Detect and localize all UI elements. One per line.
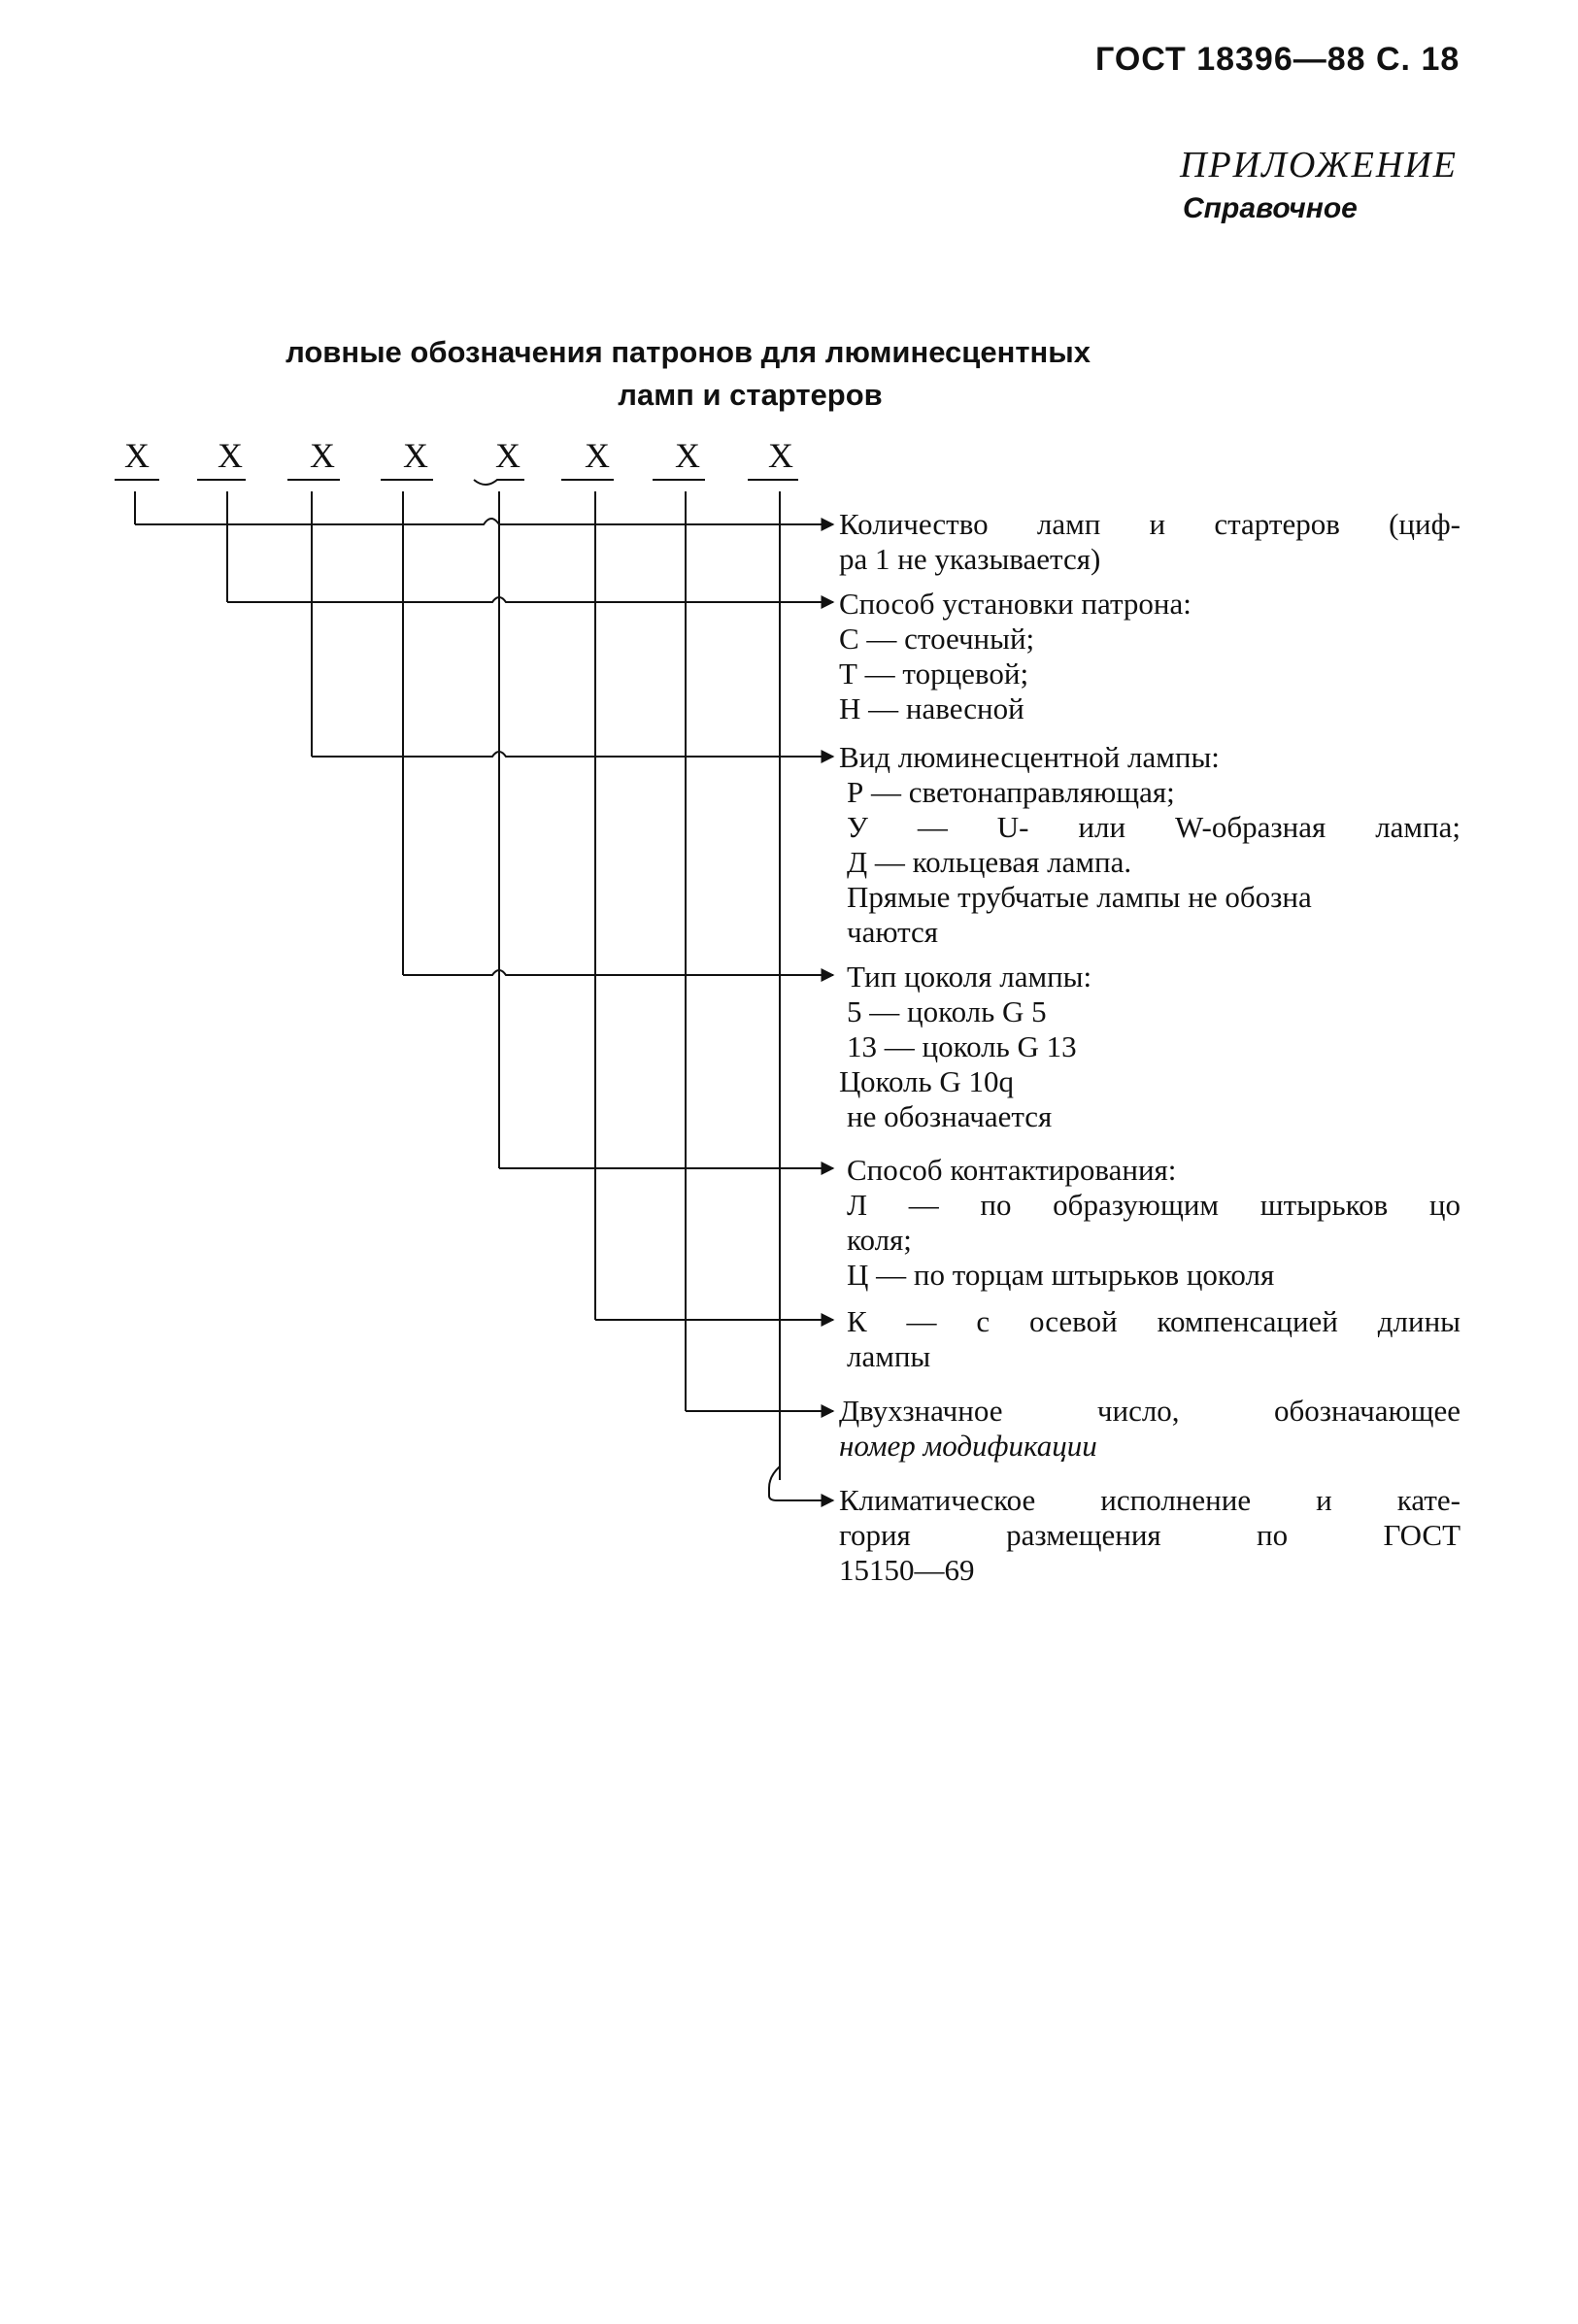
- connector-1: [135, 519, 833, 524]
- description-text: Способ установки патрона:: [839, 587, 1192, 621]
- diagram-title-line-2: ламп и стартеров: [618, 378, 883, 412]
- underline-5: [474, 480, 524, 485]
- description-text: чаются: [847, 915, 939, 949]
- description-text: Л — по образующим штырьков цо: [847, 1188, 1460, 1222]
- position-letter-4: X: [403, 436, 428, 475]
- description-text: лампы: [847, 1339, 931, 1373]
- description-text: Вид люминесцентной лампы:: [839, 740, 1220, 774]
- document-code-header: ГОСТ 18396—88 С. 18: [1095, 41, 1460, 78]
- description-text: У — U- или W-образная лампа;: [847, 810, 1460, 844]
- connector-8: [769, 1466, 833, 1500]
- description-count: [839, 507, 1460, 577]
- position-letter-1: X: [124, 436, 150, 475]
- description-text: Способ контактирования:: [847, 1153, 1177, 1187]
- description-text: Т — торцевой;: [839, 657, 1029, 690]
- position-letter-6: X: [585, 436, 610, 475]
- description-text: Н — навесной: [839, 691, 1024, 725]
- diagram-title-line-1: ловные обозначения патронов для люминесцентных: [285, 335, 1091, 369]
- appendix-type: Справочное: [1183, 192, 1358, 224]
- description-text: Р — светонаправляющая;: [847, 775, 1175, 809]
- description-mounting: [839, 587, 1460, 726]
- description-lamp-type: [839, 740, 1460, 950]
- position-letter-8: X: [768, 436, 793, 475]
- description-axial-compensation: [839, 1304, 1460, 1374]
- appendix-heading: ПРИЛОЖЕНИЕ: [1180, 145, 1458, 185]
- description-modification: [839, 1394, 1460, 1464]
- description-text: 13 — цоколь G 13: [847, 1029, 1077, 1063]
- position-letter-3: X: [310, 436, 335, 475]
- description-text: Цоколь G 10q: [839, 1064, 1015, 1098]
- connector-4: [403, 970, 833, 975]
- description-text: 15150—69: [839, 1553, 975, 1587]
- description-text: Ц — по торцам штырьков цоколя: [847, 1258, 1275, 1292]
- description-text: Количество ламп и стартеров (циф-: [839, 507, 1460, 541]
- description-text: С — стоечный;: [839, 622, 1035, 656]
- description-text: номер модификации: [839, 1429, 1097, 1463]
- connector-2: [227, 597, 833, 602]
- description-climatic: [839, 1483, 1460, 1588]
- description-text: Тип цоколя лампы:: [847, 960, 1092, 994]
- description-text: не обозначается: [847, 1099, 1053, 1133]
- description-text: Прямые трубчатые лампы не обозна: [847, 880, 1312, 914]
- description-base-type: [839, 960, 1460, 1134]
- description-contact-method: [839, 1153, 1460, 1293]
- position-letter-5: X: [495, 436, 520, 475]
- position-letter-7: X: [675, 436, 700, 475]
- description-text: Двухзначное число, обозначающее: [839, 1394, 1460, 1428]
- connector-3: [312, 752, 833, 757]
- position-letter-2: X: [218, 436, 243, 475]
- description-text: Д — кольцевая лампа.: [847, 845, 1132, 879]
- description-text: К — с осевой компенсацией длины: [847, 1304, 1460, 1338]
- description-text: Климатическое исполнение и кате-: [839, 1483, 1460, 1517]
- description-text: ра 1 не указывается): [839, 542, 1101, 576]
- description-text: гория размещения по ГОСТ: [839, 1518, 1460, 1552]
- description-text: коля;: [847, 1223, 912, 1257]
- description-text: 5 — цоколь G 5: [847, 994, 1047, 1028]
